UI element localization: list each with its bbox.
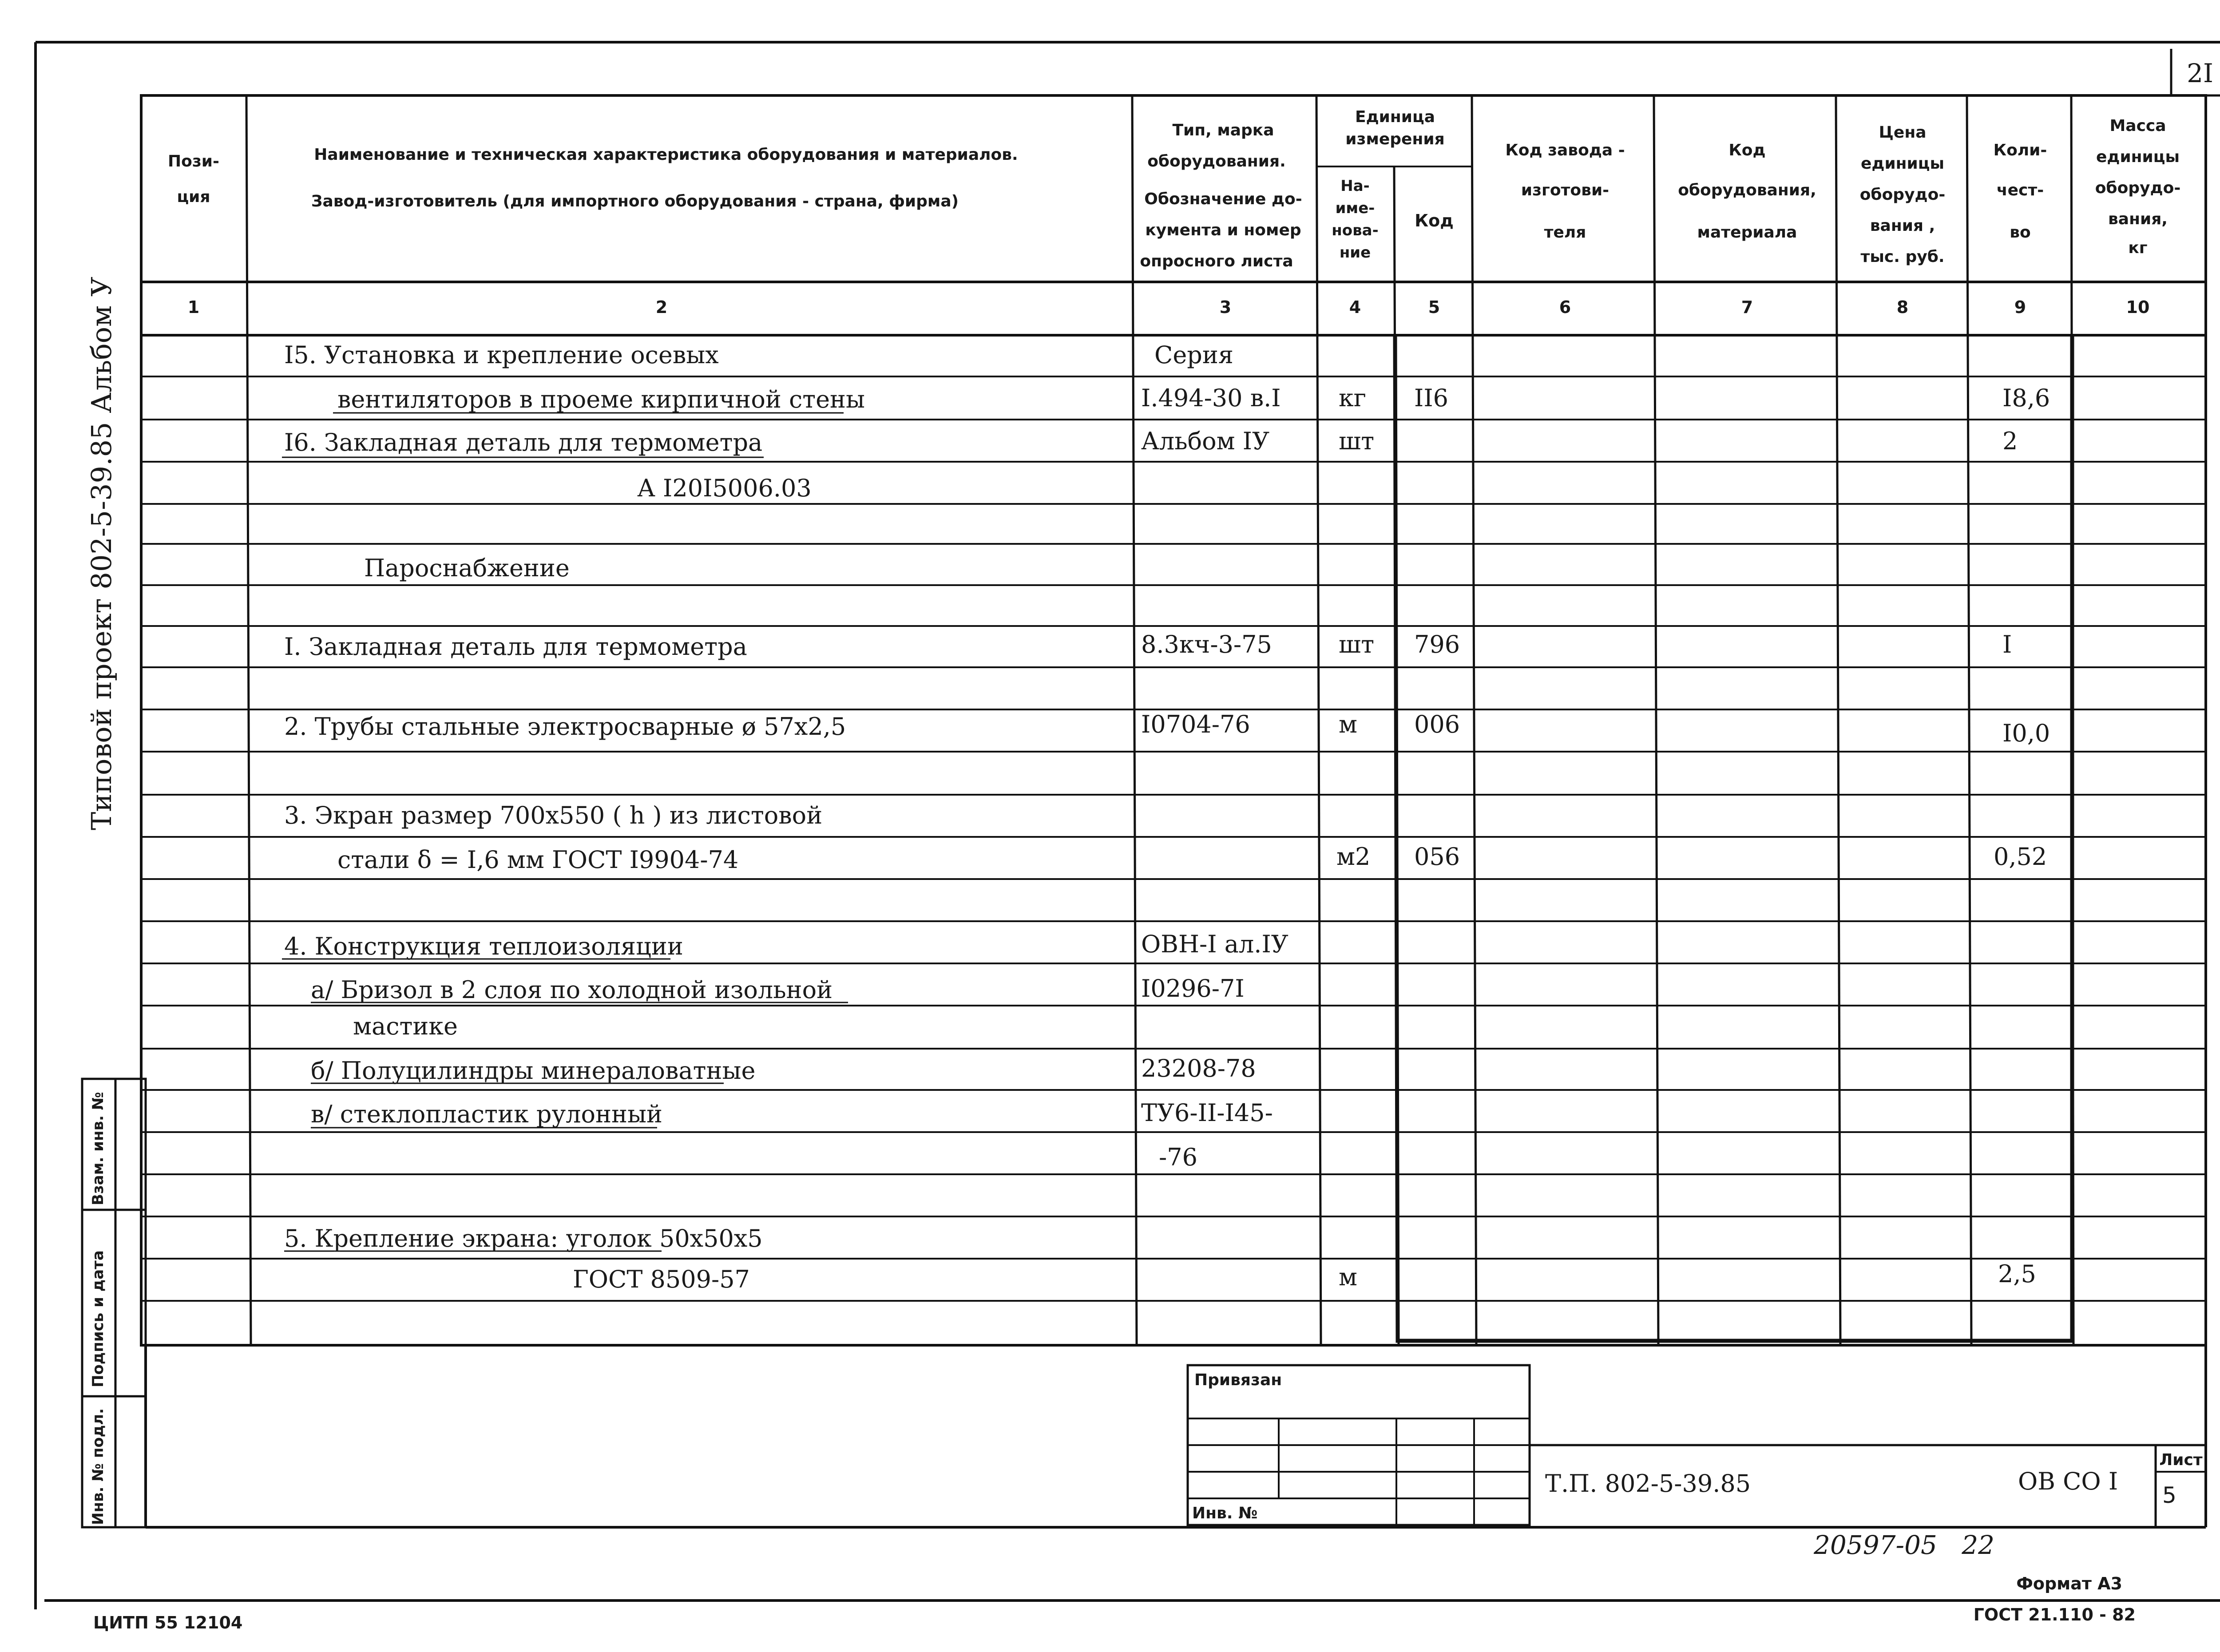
gost-label: ГОСТ 21.110 - 82 — [1973, 1605, 2136, 1624]
col-number-8: 8 — [1896, 297, 1909, 317]
row-10-name: а/ Бризол в 2 слоя по холодной изольной — [311, 976, 833, 1004]
row-2-unit: шт — [1339, 427, 1375, 455]
row-4-section-title: Пароснабжение — [364, 554, 570, 582]
row-2-qty: 2 — [2002, 427, 2018, 455]
col-number-1: 1 — [187, 297, 200, 317]
row-3-name: А I20I5006.03 — [637, 474, 812, 502]
row-6-unit: м — [1339, 710, 1358, 738]
row-8-name: стали δ = I,6 мм ГОСТ I9904-74 — [337, 846, 739, 874]
row-16-unit: м — [1339, 1263, 1358, 1291]
row-5-name: I. Закладная деталь для термометра — [284, 633, 747, 661]
header-equipcode-3: материала — [1697, 223, 1797, 242]
row-16-name: ГОСТ 8509-57 — [573, 1265, 750, 1293]
row-15-name: 5. Крепление экрана: уголок 50x50x5 — [284, 1224, 763, 1252]
col-number-6: 6 — [1559, 297, 1571, 317]
header-mass-2: единицы — [2096, 148, 2180, 166]
header-factory-2: изготови- — [1521, 181, 1610, 199]
side-project-label: Типовой проект 802-5-39.85 Альбом У — [85, 277, 118, 830]
column-numbers — [188, 297, 2150, 317]
row-0-type: Серия — [1154, 341, 1233, 369]
handwritten-number: 20597-05 22 — [1814, 1530, 1995, 1560]
list-value: 5 — [2162, 1482, 2176, 1508]
doc-mark: ОВ СО I — [2018, 1467, 2118, 1495]
header-type-3: Обозначение до- — [1144, 190, 1302, 208]
table-header — [168, 108, 2180, 270]
row-7-name: 3. Экран размер 700x550 ( h ) из листовой — [284, 801, 823, 829]
col-number-5: 5 — [1428, 297, 1440, 317]
header-type-1: Тип, марка — [1172, 121, 1274, 139]
list-label: Лист — [2159, 1451, 2203, 1469]
row-2-name: I6. Закладная деталь для термометра — [284, 428, 763, 456]
row-9-name: 4. Конструкция теплоизоляции — [284, 932, 683, 960]
header-factory-1: Код завода - — [1505, 141, 1625, 159]
sheet-number-box — [2171, 49, 2220, 95]
header-qty-3: во — [2010, 223, 2031, 242]
header-mass-3: оборудо- — [2095, 179, 2181, 197]
row-5-unit: шт — [1339, 630, 1375, 658]
table-body — [282, 341, 2050, 1293]
row-8-unit: м2 — [1336, 843, 1371, 871]
col-number-2: 2 — [655, 297, 668, 317]
header-name-1: Наименование и техническая характеристика оборудования и материалов. — [314, 146, 1018, 164]
stamp-label-replaced: Взам. инв. № — [89, 1092, 107, 1205]
row-8-code: 056 — [1414, 843, 1460, 871]
header-position-2: ция — [177, 188, 210, 206]
header-name-2: Завод-изготовитель (для импортного оборудования - страна, фирма) — [311, 192, 959, 210]
row-2-type: Альбом IУ — [1141, 427, 1270, 455]
header-unit-name-1: На- — [1340, 177, 1370, 195]
row-1-name: вентиляторов в проеме кирпичной стены — [337, 385, 865, 413]
row-16-qty: 2,5 — [1998, 1260, 2036, 1288]
row-1-code: II6 — [1414, 384, 1449, 412]
header-mass-5: кг — [2128, 239, 2148, 257]
row-12-name: б/ Полуцилиндры минераловатные — [311, 1057, 756, 1085]
header-unit-1: Единица — [1355, 108, 1435, 126]
row-6-type: I0704-76 — [1141, 710, 1250, 738]
col-number-10: 10 — [2126, 297, 2150, 317]
citp-label: ЦИТП 55 12104 — [93, 1613, 243, 1632]
row-6-code: 006 — [1414, 710, 1460, 738]
col-number-9: 9 — [2014, 297, 2026, 317]
header-type-5: опросного листа — [1140, 252, 1293, 270]
row-8-qty: 0,52 — [1994, 843, 2047, 871]
header-factory-3: теля — [1544, 223, 1586, 242]
row-1-qty: I8,6 — [2002, 384, 2050, 412]
header-price-5: тыс. руб. — [1860, 248, 1945, 266]
row-1-type: I.494-30 в.I — [1141, 384, 1281, 412]
header-equipcode-1: Код — [1728, 141, 1766, 159]
stamp-label-original: Инв. № подл. — [89, 1408, 107, 1525]
header-unit-name-2: име- — [1335, 199, 1375, 217]
header-type-4: кумента и номер — [1145, 221, 1301, 239]
privyazan-label: Привязан — [1194, 1371, 1282, 1389]
header-price-4: вания , — [1870, 217, 1935, 235]
header-unit-name-4: ние — [1339, 244, 1371, 261]
stamp-label-signature: Подпись и дата — [89, 1250, 107, 1387]
header-unit-name-3: нова- — [1332, 222, 1379, 239]
row-13-name: в/ стеклопластик рулонный — [311, 1100, 663, 1128]
col-number-3: 3 — [1219, 297, 1232, 317]
row-5-code: 796 — [1414, 630, 1460, 658]
header-price-2: единицы — [1860, 155, 1945, 173]
header-mass-4: вания, — [2108, 210, 2168, 228]
header-equipcode-2: оборудования, — [1678, 181, 1816, 199]
row-0-name: I5. Установка и крепление осевых — [284, 341, 719, 369]
row-9-type: ОВН-I ал.IУ — [1141, 930, 1288, 958]
row-10-type: I0296-7I — [1141, 975, 1245, 1002]
row-1-unit: кг — [1339, 384, 1367, 412]
header-unit-2: измерения — [1345, 130, 1445, 148]
title-block — [146, 1345, 2206, 1527]
row-11-name: мастике — [353, 1012, 458, 1040]
header-qty-1: Коли- — [1993, 141, 2047, 159]
sheet-number-top: 2I — [2187, 58, 2213, 88]
doc-code: Т.П. 802-5-39.85 — [1545, 1470, 1751, 1497]
header-qty-2: чест- — [1996, 181, 2044, 199]
row-12-type: 23208-78 — [1141, 1054, 1256, 1082]
header-unit-code: Код — [1415, 211, 1454, 230]
row-6-qty: I0,0 — [2002, 719, 2050, 747]
header-price-3: оборудо- — [1859, 186, 1946, 204]
col-number-4: 4 — [1349, 297, 1361, 317]
col-number-7: 7 — [1741, 297, 1753, 317]
row-14-type: -76 — [1159, 1143, 1197, 1171]
header-price-1: Цена — [1879, 123, 1927, 142]
row-5-type: 8.3кч-3-75 — [1141, 630, 1272, 658]
row-5-qty: I — [2002, 630, 2012, 658]
header-mass-1: Масса — [2109, 117, 2166, 135]
header-type-2: оборудования. — [1147, 152, 1286, 170]
format-label: Формат А3 — [2016, 1574, 2122, 1593]
header-position-1: Пози- — [168, 152, 219, 170]
inv-no-label: Инв. № — [1192, 1504, 1258, 1522]
row-13-type: ТУ6-II-I45- — [1141, 1099, 1273, 1127]
row-6-name: 2. Трубы стальные электросварные ø 57x2,5 — [284, 713, 846, 741]
